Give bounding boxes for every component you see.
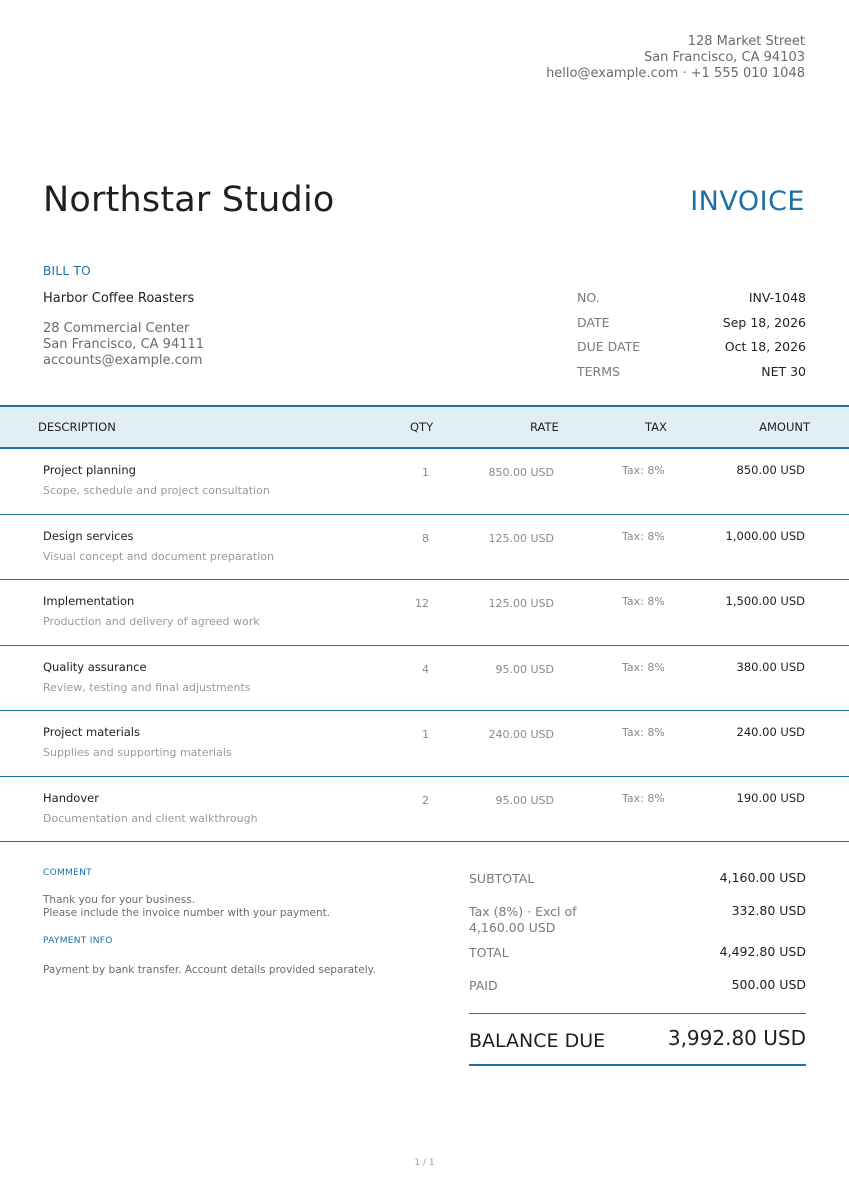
sender-address [546,34,805,82]
invoice-meta [577,290,806,388]
item-qty: 4 [422,662,429,676]
subtotal-label: SUBTOTAL [469,871,535,886]
item-description: Supplies and supporting materials [43,746,232,759]
meta-value: NET 30 [761,363,806,379]
company-name: Northstar Studio [43,180,335,220]
tax-label-line2: 4,160.00 USD [469,920,556,935]
sender-contact: hello@example.com · +1 555 010 1048 [546,66,805,81]
item-rate: 125.00 USD [488,597,554,610]
item-rate: 95.00 USD [495,793,554,807]
item-tax: Tax: 8% [622,464,665,477]
item-description: Review, testing and final adjustments [43,680,251,694]
meta-key: DATE [577,314,610,330]
item-qty: 12 [415,597,429,610]
balance-due-value: 3,992.80 USD [667,1026,806,1050]
item-amount: 240.00 USD [736,725,805,739]
client-address-line1: 28 Commercial Center [43,321,190,336]
meta-row-terms [577,364,806,389]
item-qty: 2 [422,793,429,807]
total-label: TOTAL [469,945,509,960]
table-row [0,515,849,581]
balance-due [469,1013,806,1066]
item-description: Production and delivery of agreed work [43,615,260,628]
balance-due-label: BALANCE DUE [469,1030,606,1052]
item-rate: 850.00 USD [488,466,554,479]
line-items-header [0,405,849,449]
paid-value: 500.00 USD [731,977,806,992]
tax-value: 332.80 USD [731,903,806,918]
item-amount: 850.00 USD [736,463,805,477]
item-rate: 125.00 USD [488,531,554,545]
meta-key: DUE DATE [577,339,641,354]
item-amount: 1,500.00 USD [725,594,805,608]
meta-value: Oct 18, 2026 [724,339,806,354]
item-rate: 95.00 USD [495,662,554,676]
comment-label: COMMENT [43,868,92,878]
item-description: Visual concept and document preparation [43,549,274,563]
item-tax: Tax: 8% [622,726,665,739]
item-qty: 1 [422,728,429,741]
item-title: Design services [43,528,134,543]
item-qty: 8 [422,531,429,545]
comment-line2: Please include the invoice number with your payment. [43,907,331,919]
item-amount: 1,000.00 USD [725,528,805,543]
sender-address-line1: 128 Market Street [687,34,805,49]
item-tax: Tax: 8% [622,529,665,543]
item-qty: 1 [422,466,429,479]
client-address-line2: San Francisco, CA 94111 [43,337,205,352]
comment-text [43,894,330,920]
column-header-amount: AMOUNT [759,420,810,434]
meta-key: TERMS [577,363,620,379]
payment-info-text: Payment by bank transfer. Account details provided separately. [43,964,376,976]
item-tax: Tax: 8% [622,660,665,674]
tax-label [469,904,577,936]
payment-info-label: PAYMENT INFO [43,936,113,946]
total-value: 4,492.80 USD [719,944,806,959]
item-description: Documentation and client walkthrough [43,811,258,825]
item-amount: 190.00 USD [736,790,805,805]
comment-line1: Thank you for your business. [43,894,196,906]
document-title: INVOICE [690,186,805,217]
item-title: Quality assurance [43,659,147,674]
table-row [0,580,849,646]
item-tax: Tax: 8% [622,791,665,805]
meta-value: INV-1048 [748,290,806,305]
paid-label: PAID [469,978,498,993]
table-row [0,646,849,712]
meta-row-due-date [577,339,806,364]
item-title: Project materials [43,725,140,739]
tax-label-line1: Tax (8%) · Excl of [469,904,577,919]
page-number: 1 / 1 [414,1158,435,1168]
item-description: Scope, schedule and project consultation [43,484,270,497]
item-tax: Tax: 8% [622,595,665,608]
client-name: Harbor Coffee Roasters [43,291,195,306]
bill-to-label: BILL TO [43,264,91,278]
table-row [0,449,849,515]
meta-value: Sep 18, 2026 [722,314,806,330]
item-title: Handover [43,790,99,805]
column-header-qty: QTY [410,420,434,434]
table-row [0,711,849,777]
column-header-tax: TAX [645,420,667,434]
subtotal-value: 4,160.00 USD [719,870,806,885]
column-header-description: DESCRIPTION [38,420,116,434]
client-email: accounts@example.com [43,353,203,368]
meta-key: NO. [577,290,600,305]
item-rate: 240.00 USD [488,728,554,741]
column-header-rate: RATE [530,420,559,434]
client-address [43,321,204,369]
item-amount: 380.00 USD [736,659,805,674]
table-row [0,777,849,843]
sender-address-line2: San Francisco, CA 94103 [643,50,805,65]
item-title: Project planning [43,463,136,477]
meta-row-date [577,315,806,340]
item-title: Implementation [43,594,135,608]
meta-row-number [577,290,806,315]
